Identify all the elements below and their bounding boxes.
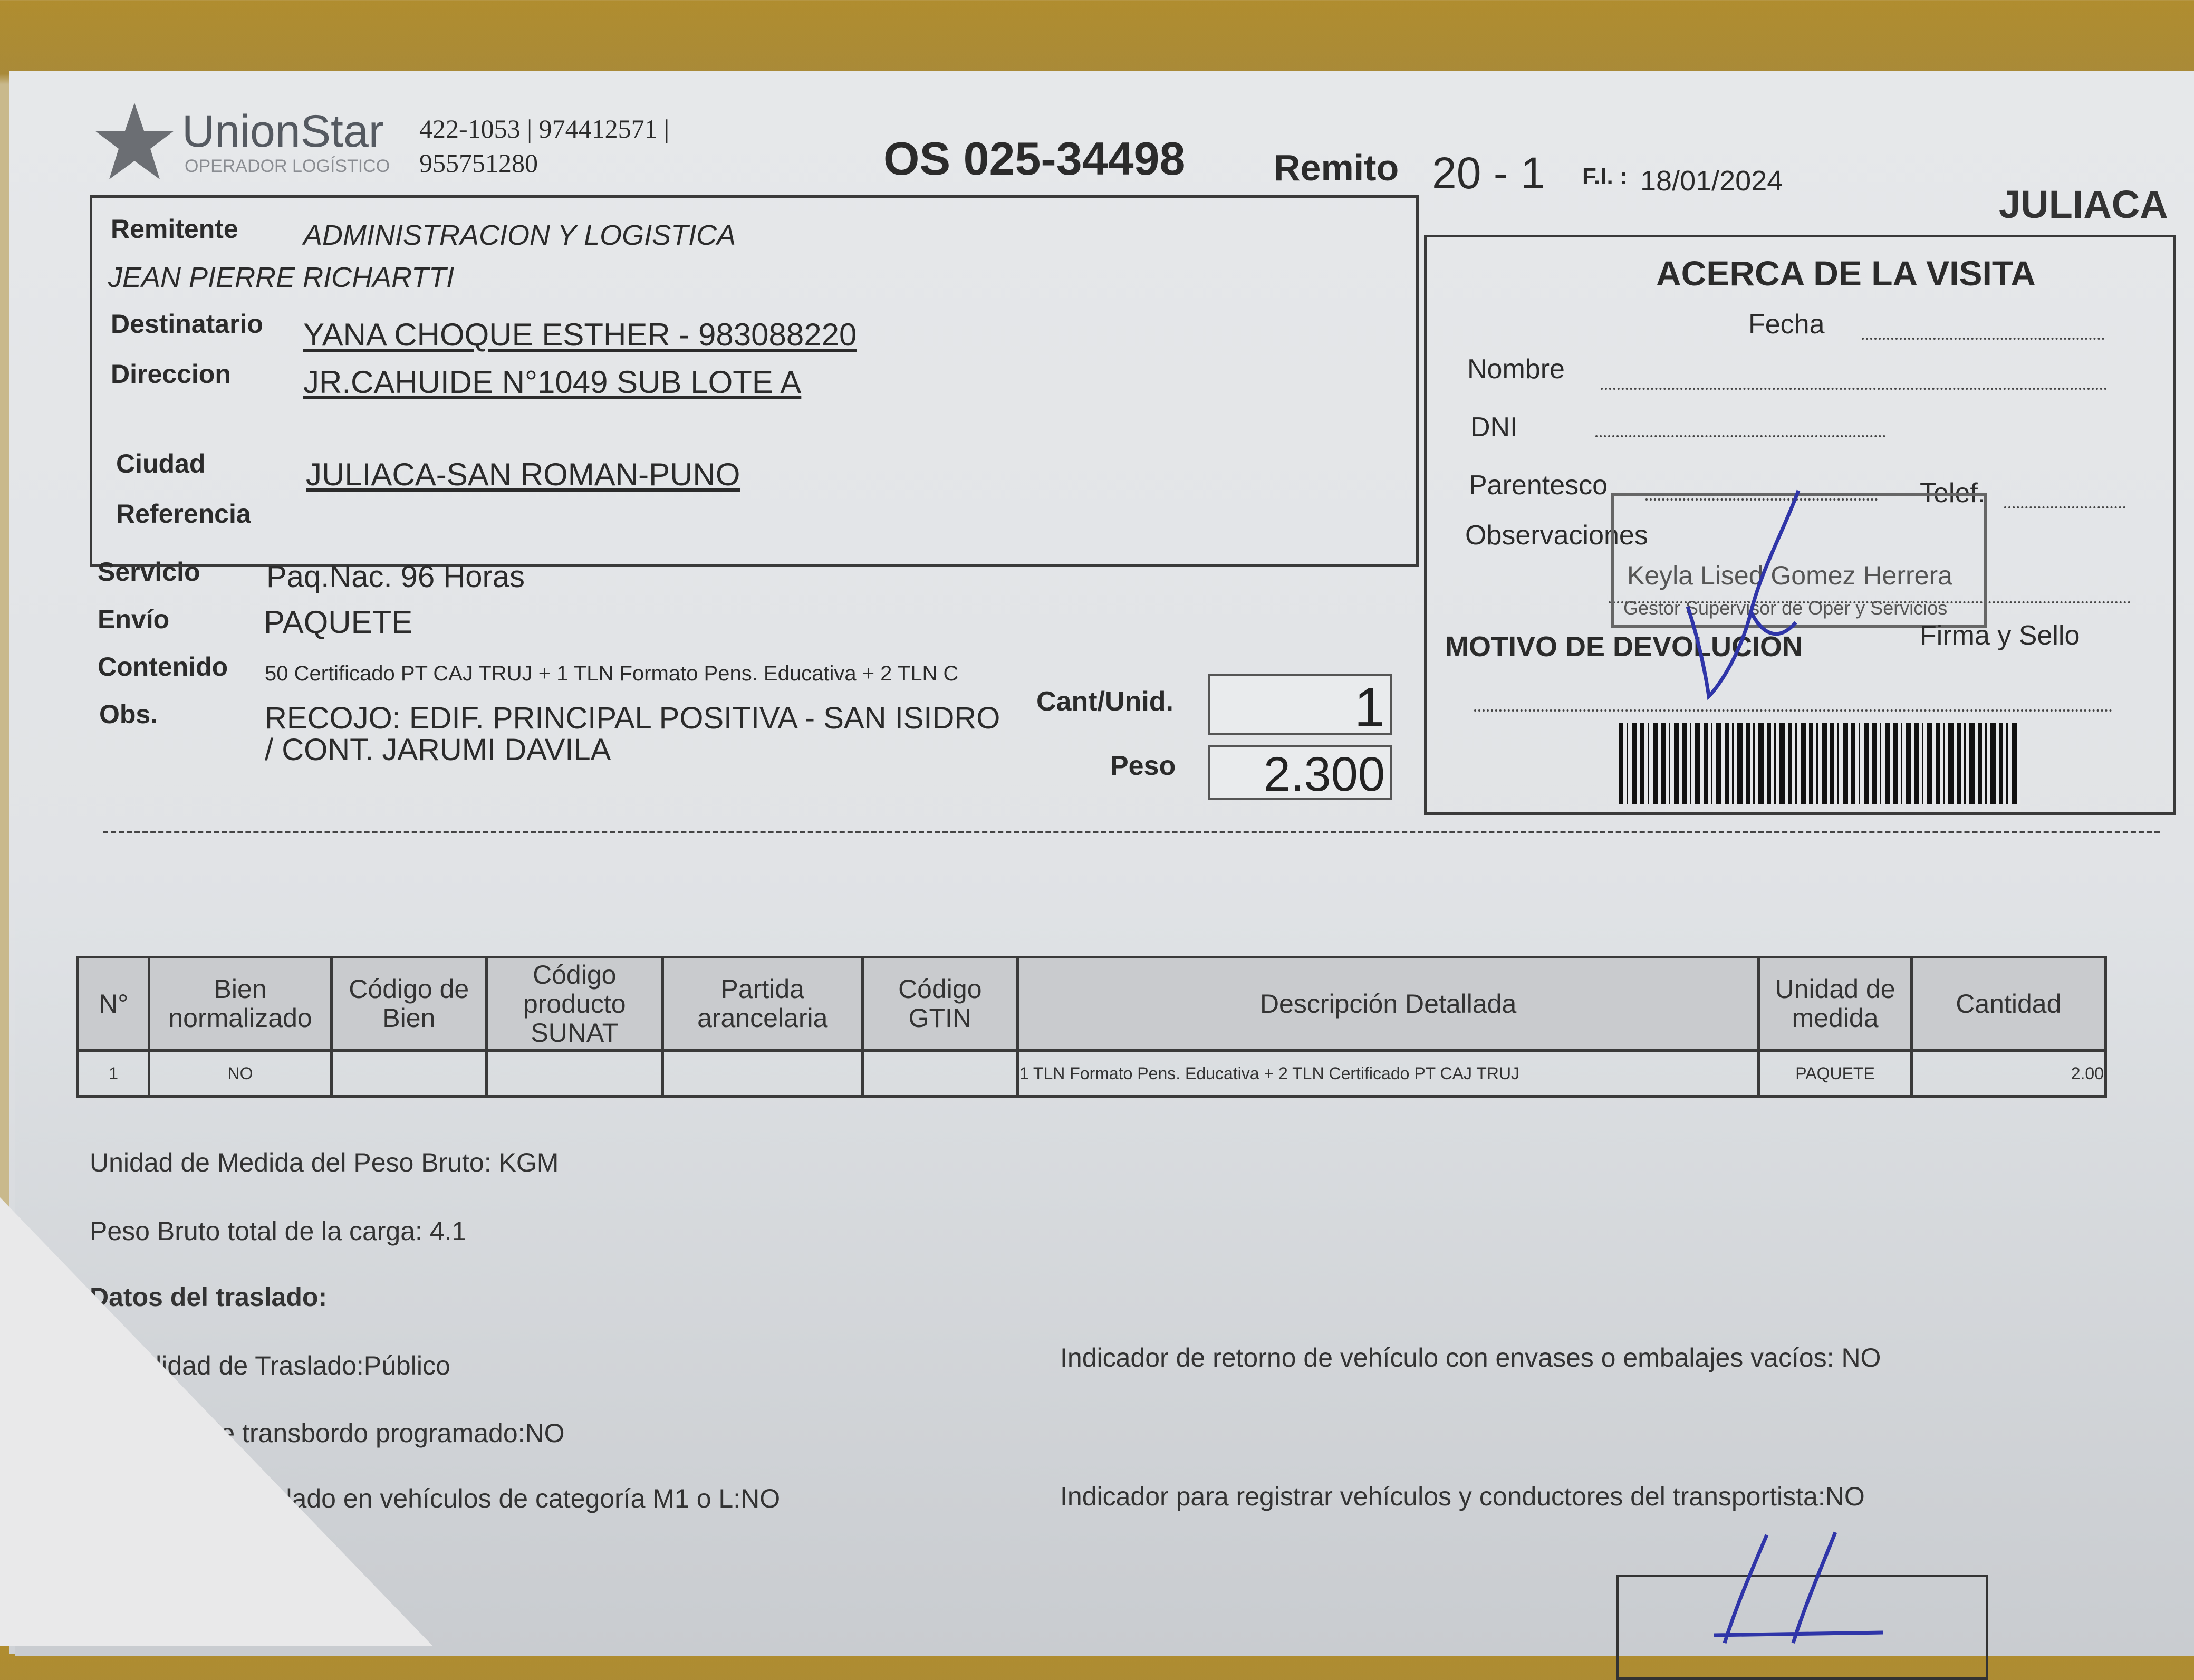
signature-mark [1672, 485, 1809, 707]
table-header-row [78, 957, 2106, 1051]
motivo-line [1474, 709, 2112, 712]
telef-line [2004, 506, 2125, 508]
remitente-label: Remitente [111, 214, 238, 244]
retorno-text: Indicador de retorno de vehículo con envases o embalajes vacíos: NO [1060, 1343, 1881, 1372]
items-table [76, 956, 2107, 1098]
contenido-value: 50 Certificado PT CAJ TRUJ + 1 TLN Formato Pens. Educativa + 2 TLN C [265, 662, 959, 685]
registrar-text: Indicador para registrar vehículos y conductores del transportista:NO [1060, 1482, 1865, 1511]
destinatario-value: YANA CHOQUE ESTHER - 983088220 [303, 317, 857, 352]
peso-label: Peso [1110, 751, 1176, 781]
nombre-label: Nombre [1467, 354, 1565, 385]
table-row [78, 1051, 2106, 1097]
remitente-value: ADMINISTRACION Y LOGISTICA [303, 219, 736, 251]
remito-value: 20 - 1 [1432, 148, 1545, 198]
destinatario-label: Destinatario [111, 309, 263, 339]
col-header-codigo-sunat: Código producto SUNAT [486, 957, 662, 1051]
cell-unidad: PAQUETE [1759, 1051, 1911, 1097]
col-header-unidad: Unidad de medida [1759, 957, 1911, 1051]
fecha-label: Fecha [1748, 309, 1825, 340]
peso-bruto-text: Peso Bruto total de la carga: 4.1 [90, 1216, 467, 1246]
envio-value: PAQUETE [264, 604, 413, 640]
cut-line [103, 831, 2160, 833]
observaciones-label: Observaciones [1465, 520, 1648, 551]
parentesco-label: Parentesco [1469, 470, 1608, 501]
col-header-bien-normalizado: Bien normalizado [149, 957, 331, 1051]
bottom-signature-mark [1704, 1530, 1893, 1646]
servicio-label: Servicio [98, 557, 200, 587]
fi-date: 18/01/2024 [1640, 165, 1783, 197]
cell-bien-normalizado: NO [149, 1051, 331, 1097]
phone-line-1: 422-1053 | 974412571 | [419, 114, 670, 143]
nombre-line [1601, 388, 2107, 390]
direccion-value: JR.CAHUIDE N°1049 SUB LOTE A [303, 364, 802, 400]
dni-label: DNI [1470, 412, 1518, 443]
fi-label: F.I. : [1582, 164, 1628, 189]
ciudad-label: Ciudad [116, 449, 206, 478]
brand-tagline: OPERADOR LOGÍSTICO [185, 156, 390, 176]
telef-label: Telef. [1920, 478, 1986, 508]
cant-value: 1 [1208, 674, 1392, 735]
brand-name: UnionStar [182, 106, 384, 157]
remitente-contact: JEAN PIERRE RICHARTTI [108, 262, 455, 293]
unidad-medida-text: Unidad de Medida del Peso Bruto: KGM [90, 1148, 559, 1177]
datos-traslado-heading: Datos del traslado: [90, 1282, 328, 1312]
firma-sello-label: Firma y Sello [1920, 620, 2080, 651]
envio-label: Envío [98, 604, 170, 634]
phone-line-2: 955751280 [419, 148, 538, 178]
col-header-codigo-bien: Código de Bien [331, 957, 486, 1051]
col-header-cantidad: Cantidad [1911, 957, 2105, 1051]
obs-line-1: RECOJO: EDIF. PRINCIPAL POSITIVA - SAN ISIDRO [265, 701, 1000, 735]
motivo-devolucion-label: MOTIVO DE DEVOLUCION [1445, 631, 1803, 663]
col-header-n: N° [78, 957, 149, 1051]
obs-line-2: / CONT. JARUMI DAVILA [265, 733, 611, 767]
ciudad-value: JULIACA-SAN ROMAN-PUNO [306, 457, 740, 492]
stamp-role: Gestor Supervisor de Oper y Servicios [1623, 597, 1948, 619]
direccion-label: Direccion [111, 359, 231, 389]
fecha-line [1862, 338, 2104, 340]
referencia-label: Referencia [116, 499, 251, 529]
remito-label: Remito [1274, 147, 1399, 188]
stamp-name: Keyla Lised Gomez Herrera [1627, 561, 1952, 590]
visit-title: ACERCA DE LA VISITA [1656, 254, 2036, 293]
dni-line [1595, 435, 1885, 437]
cell-cantidad: 2.00 [1911, 1051, 2105, 1097]
contenido-label: Contenido [98, 652, 228, 681]
star-logo-icon [92, 100, 177, 185]
os-number: OS 025-34498 [883, 132, 1186, 185]
col-header-descripcion: Descripción Detallada [1017, 957, 1759, 1051]
categoria-text: Indicador de traslado en vehículos de categoría M1 o L:NO [90, 1484, 781, 1513]
cant-label: Cant/Unid. [1036, 686, 1173, 717]
peso-value: 2.300 [1208, 745, 1392, 800]
barcode [1619, 723, 2020, 804]
cell-codigo-sunat [486, 1051, 662, 1097]
cell-gtin [862, 1051, 1017, 1097]
cell-descripcion: 1 TLN Formato Pens. Educativa + 2 TLN Certificado PT CAJ TRUJ [1017, 1051, 1759, 1097]
col-header-partida: Partida arancelaria [662, 957, 862, 1051]
cell-partida [662, 1051, 862, 1097]
transbordo-text: Indicador de transbordo programado:NO [90, 1418, 565, 1448]
obs-label: Obs. [99, 699, 158, 729]
folded-corner [0, 1197, 432, 1646]
modalidad-text: Modalidad de Traslado:Público [90, 1351, 450, 1380]
cell-codigo-bien [331, 1051, 486, 1097]
city-header: JULIACA [1999, 183, 2168, 226]
col-header-gtin: Código GTIN [862, 957, 1017, 1051]
cell-n: 1 [78, 1051, 149, 1097]
servicio-value: Paq.Nac. 96 Horas [266, 560, 525, 594]
